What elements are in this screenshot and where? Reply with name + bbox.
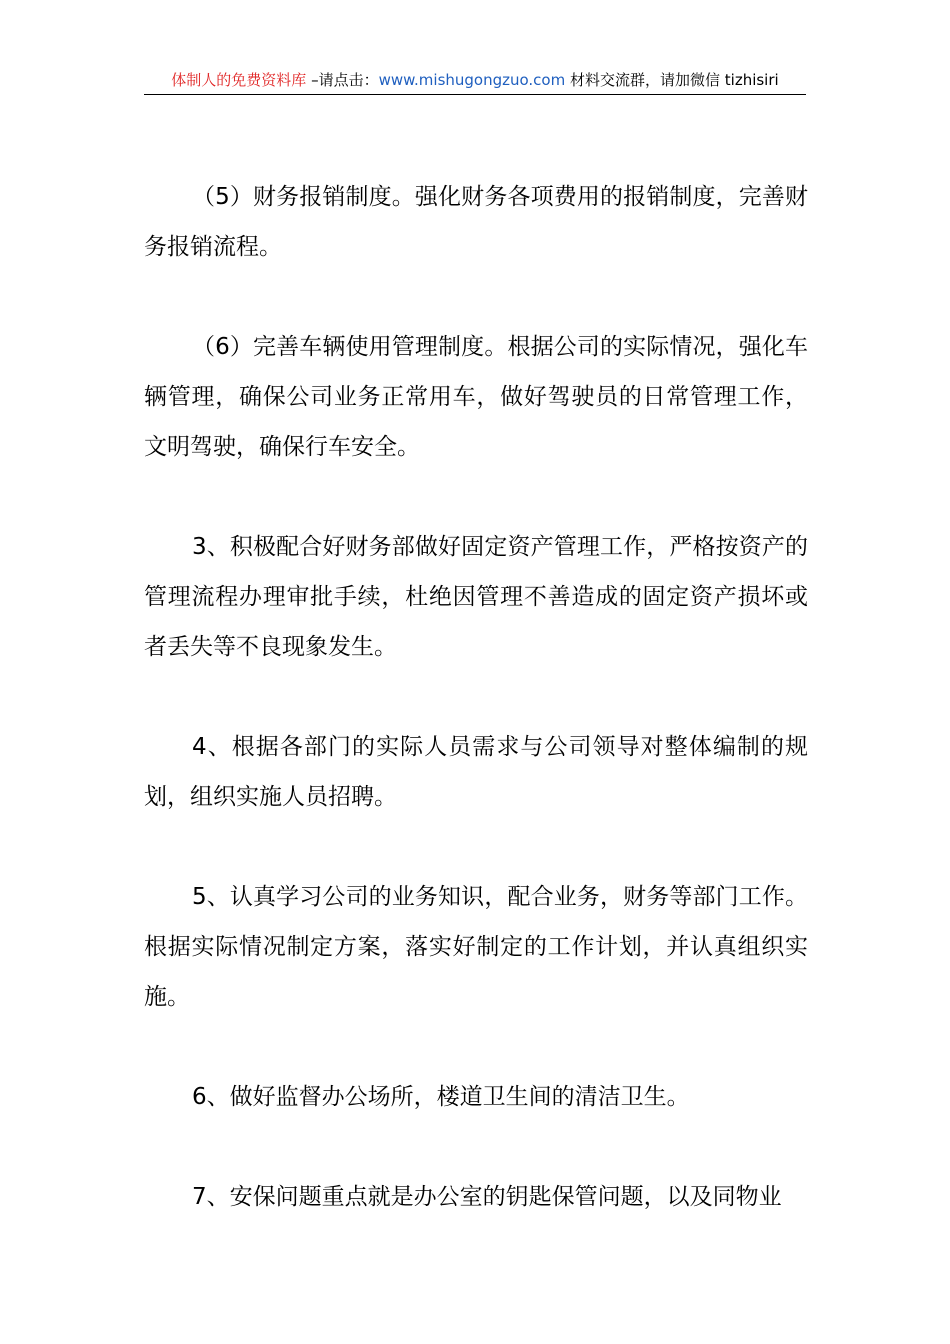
paragraph-business-learning: 5、认真学习公司的业务知识，配合业务，财务等部门工作。根据实际情况制定方案，落实好制定的工作计划，并认真组织实施。	[144, 884, 808, 1010]
header-site-name: 体制人的免费资料库	[171, 71, 307, 89]
header-click-prefix: –请点击：	[306, 71, 379, 89]
paragraph-security: 7、安保问题重点就是办公室的钥匙保管问题，以及同物业	[192, 1184, 782, 1210]
paragraph-cleaning: 6、做好监督办公场所，楼道卫生间的清洁卫生。	[192, 1084, 690, 1110]
paragraph-vehicle-management: （6）完善车辆使用管理制度。根据公司的实际情况，强化车辆管理，确保公司业务正常用车，做好驾驶员的日常管理工作，文明驾驶，确保行车安全。	[144, 334, 808, 460]
page-header	[144, 68, 806, 95]
header-url-link[interactable]: www.mishugongzuo.com	[378, 71, 566, 89]
paragraph-finance-reimbursement: （5）财务报销制度。强化财务各项费用的报销制度，完善财务报销流程。	[144, 184, 808, 260]
document-body	[144, 172, 808, 1272]
paragraph-fixed-assets: 3、积极配合好财务部做好固定资产管理工作，严格按资产的管理流程办理审批手续，杜绝因管理不善造成的固定资产损坏或者丢失等不良现象发生。	[144, 534, 808, 660]
paragraph-recruitment: 4、根据各部门的实际人员需求与公司领导对整体编制的规划，组织实施人员招聘。	[144, 734, 808, 810]
header-suffix: 材料交流群，请加微信 tizhisiri	[565, 71, 779, 89]
